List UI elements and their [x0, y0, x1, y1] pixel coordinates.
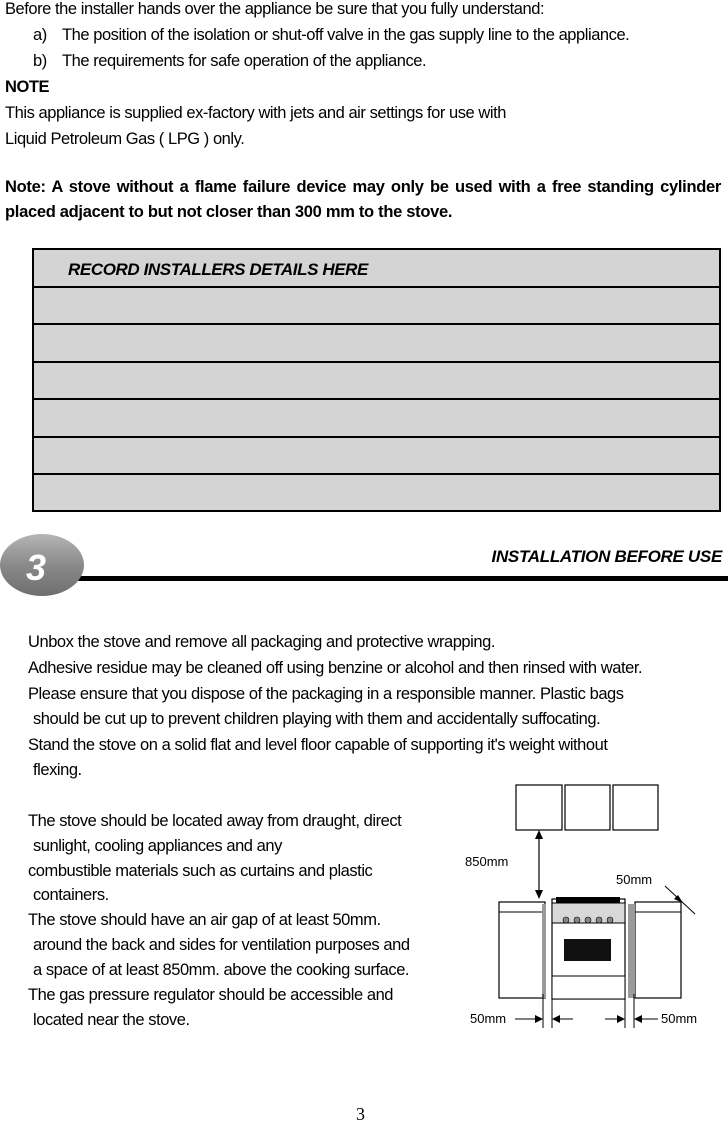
paragraph-airgap-1: The stove should have an air gap of at least 50mm. — [28, 911, 381, 929]
clearance-label-left: 50mm — [470, 1011, 507, 1026]
section-title: INSTALLATION BEFORE USE — [491, 547, 722, 566]
table-row[interactable] — [34, 400, 719, 438]
note-line-1: This appliance is supplied ex-factory with jets and air settings for use with — [5, 104, 506, 122]
paragraph-floor-cont: flexing. — [33, 761, 82, 779]
paragraph-packaging-cont: should be cut up to prevent children playing with them and accidentally suffocating. — [33, 710, 601, 728]
flame-failure-warning: Note: A stove without a flame failure device may only be used with a free standing cylinder placed adjacent to but not closer than 300 mm to the stove. — [5, 178, 721, 221]
table-header: RECORD INSTALLERS DETAILS HERE — [68, 260, 368, 279]
paragraph-location-3: combustible materials such as curtains and plastic — [28, 862, 373, 880]
section-number: 3 — [25, 547, 47, 588]
list-marker-a: a) — [33, 26, 47, 44]
paragraph-packaging: Please ensure that you dispose of the packaging in a responsible manner. Plastic bags — [28, 685, 624, 703]
page-number: 3 — [356, 1104, 365, 1124]
right-counter — [635, 902, 681, 998]
paragraph-residue: Adhesive residue may be cleaned off using benzine or alcohol and then rinsed with water. — [28, 659, 643, 677]
table-row[interactable] — [34, 475, 719, 513]
intro-text: Before the installer hands over the appliance be sure that you fully understand: — [5, 0, 545, 18]
paragraph-regulator-1: The gas pressure regulator should be accessible and — [28, 986, 394, 1004]
paragraph-unbox: Unbox the stove and remove all packaging and protective wrapping. — [28, 633, 495, 651]
list-marker-b: b) — [33, 52, 47, 70]
installer-details-table — [32, 248, 721, 512]
clearance-diagram — [455, 778, 725, 1038]
left-counter — [499, 902, 545, 998]
upper-cabinet — [565, 785, 610, 830]
paragraph-location-2: sunlight, cooling appliances and any — [33, 837, 282, 855]
paragraph-location-1: The stove should be located away from draught, direct — [28, 812, 402, 830]
list-item-a: The position of the isolation or shut-off valve in the gas supply line to the appliance. — [62, 26, 630, 44]
note-heading: NOTE — [5, 78, 50, 96]
table-row[interactable] — [34, 325, 719, 363]
upper-cabinet — [516, 785, 562, 830]
table-row[interactable] — [34, 363, 719, 401]
section-number-badge — [0, 533, 86, 597]
clearance-label-right: 50mm — [661, 1011, 698, 1026]
table-row[interactable] — [34, 438, 719, 476]
list-item-b: The requirements for safe operation of the appliance. — [62, 52, 427, 70]
paragraph-regulator-2: located near the stove. — [33, 1011, 190, 1029]
table-row[interactable] — [34, 288, 719, 326]
paragraph-airgap-2: around the back and sides for ventilation purposes and — [33, 936, 410, 954]
paragraph-floor: Stand the stove on a solid flat and level floor capable of supporting it's weight without — [28, 736, 608, 754]
paragraph-location-4: containers. — [33, 886, 109, 904]
clearance-label-back: 50mm — [616, 872, 653, 887]
paragraph-airgap-3: a space of at least 850mm. above the cooking surface. — [33, 961, 410, 979]
note-line-2: Liquid Petroleum Gas ( LPG ) only. — [5, 130, 245, 148]
clearance-label-top: 850mm — [465, 854, 509, 869]
table-header-row — [34, 250, 719, 288]
section-rule — [62, 576, 728, 581]
upper-cabinet — [613, 785, 658, 830]
